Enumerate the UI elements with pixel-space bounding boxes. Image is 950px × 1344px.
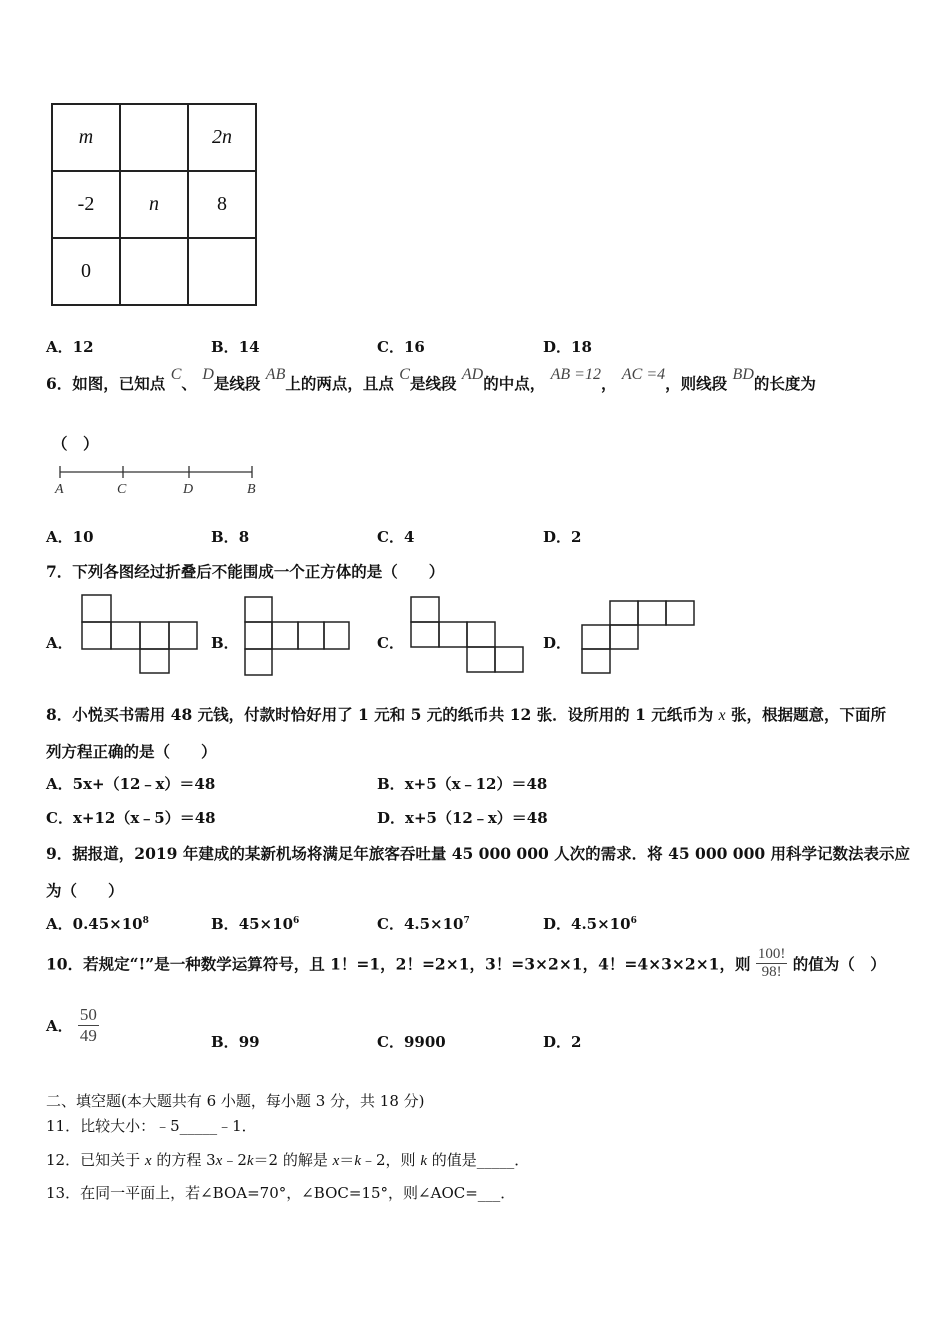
q6-option-c: C．4	[377, 528, 415, 546]
net-figure-a	[80, 593, 200, 675]
q8-option-c: C．x+12（x﹣5）＝48	[46, 809, 216, 827]
q13: 13．在同一平面上，若∠BOA=70°，∠BOC=15°，则∠AOC=___．	[46, 1184, 516, 1202]
q6-paren: （ ）	[52, 434, 99, 453]
point-label-d: D	[183, 482, 194, 497]
q8-option-a: A．5x+（12﹣x）＝48	[46, 775, 216, 793]
q9-option-a: A．$0.45\times 10^8$	[46, 915, 149, 933]
number-grid	[51, 103, 257, 306]
q9-stem-line1: 9．据报道，2019 年建成的某新机场将满足年旅客吞吐量 45 000 000 人次的需求．将 45 000 000 用科学记数法表示应	[46, 844, 911, 863]
q5-option-d: D．18	[543, 338, 592, 356]
section-title: 二、填空题(本大题共有 6 小题，每小题 3 分，共 18 分)	[46, 1092, 425, 1110]
q10-option-c: C．9900	[377, 1033, 446, 1051]
q8-stem-line1: 8．小悦买书需用 48 元钱，付款时恰好用了 1 元和 5 元的纸币共 12 张．设所用的 1 元纸币为 x 张，根据题意，下面所	[46, 705, 886, 724]
q7-option-d-label: D．	[543, 634, 572, 652]
q8-option-d: D．x+5（12﹣x）＝48	[377, 809, 548, 827]
q12: 12．已知关于 x 的方程 3x﹣2k＝2 的解是 x＝k﹣2，则 k 的值是_____．	[46, 1151, 530, 1169]
q7-stem: 7．下列各图经过折叠后不能围成一个正方体的是（ ）	[46, 562, 445, 581]
q6-option-a: A．10	[46, 528, 94, 546]
q8-option-b: B．x+5（x﹣12）＝48	[377, 775, 548, 793]
q6-option-b: B．8	[211, 528, 250, 546]
q8-stem-line2: 列方程正确的是（ ）	[46, 742, 217, 761]
q5-option-b: B．14	[211, 338, 260, 356]
grid-cell	[120, 238, 188, 305]
net-figure-d	[580, 599, 700, 677]
grid-cell: 2n	[188, 104, 256, 171]
point-label-a: A	[55, 482, 64, 497]
grid-cell: m	[52, 104, 120, 171]
q10-option-b: B．99	[211, 1033, 260, 1051]
q7-option-b-label: B．	[211, 634, 239, 652]
net-figure-b	[243, 595, 353, 677]
grid-cell: n	[120, 171, 188, 238]
q10-stem: 10．若规定“!”是一种数学运算符号，且 1！=1，2！=2×1，3！=3×2×1，4！=4×3×2×1，则 $\frac{100!}{98!}$ 的值为（ ）	[46, 946, 886, 980]
segment-figure	[50, 462, 270, 498]
q9-option-b: B．$45\times 10^6$	[211, 915, 300, 933]
q10-option-d: D．2	[543, 1033, 582, 1051]
q6-option-d: D．2	[543, 528, 582, 546]
q7-option-c-label: C．	[377, 634, 404, 652]
grid-cell	[120, 104, 188, 171]
point-label-c: C	[117, 482, 127, 497]
q10-option-a: A． $\frac{50}{49}$	[46, 1005, 97, 1045]
grid-cell: -2	[52, 171, 120, 238]
net-figure-c	[409, 595, 529, 675]
grid-cell	[188, 238, 256, 305]
q10-fraction: $\frac{100!}{98!}$	[757, 946, 786, 980]
q9-stem-line2: 为（ ）	[46, 881, 124, 900]
q9-option-c: C．$4.5\times 10^7$	[377, 915, 470, 933]
grid-cell: 0	[52, 238, 120, 305]
q7-option-a-label: A．	[46, 634, 73, 652]
grid-cell: 8	[188, 171, 256, 238]
q5-option-a: A．12	[46, 338, 94, 356]
q11: 11．比较大小：﹣5_____﹣1．	[46, 1117, 257, 1135]
q9-option-d: D．$4.5\times 10^6$	[543, 915, 637, 933]
q5-option-c: C．16	[377, 338, 425, 356]
point-label-b: B	[247, 482, 256, 497]
q10-option-a-fraction: $\frac{50}{49}$	[79, 1005, 97, 1045]
q6-stem: 6．如图，已知点 C、 D是线段 AB上的两点，且点 C是线段 AD的中点， AB =12， AC =4，则线段 BD的长度为	[46, 366, 816, 393]
